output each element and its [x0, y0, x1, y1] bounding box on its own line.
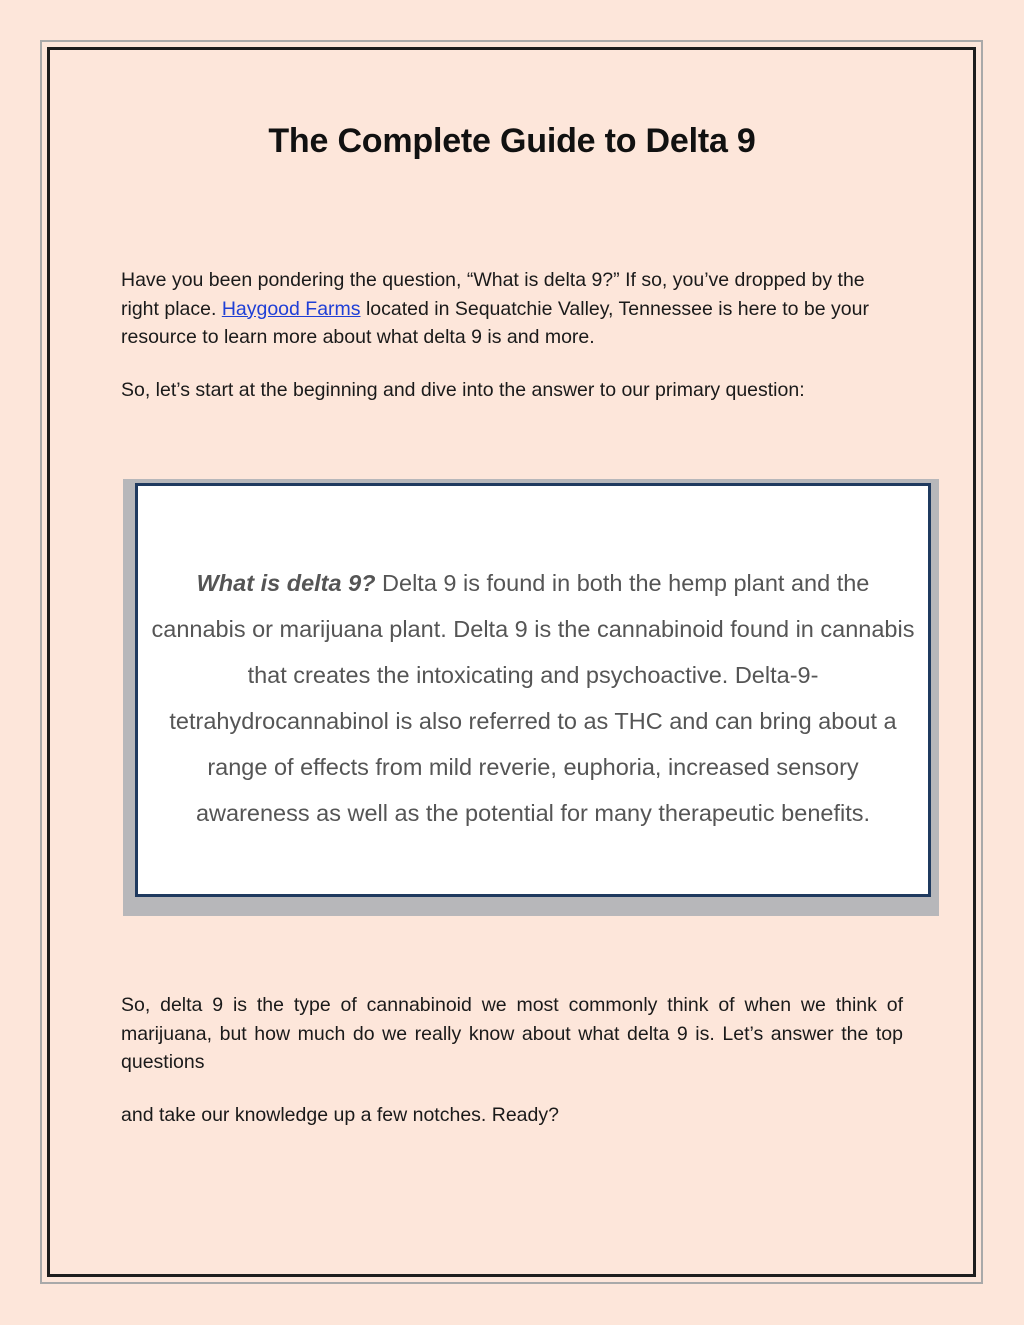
intro-paragraph	[121, 266, 903, 352]
quote-text	[150, 560, 916, 836]
intro-text-start: Have you been pondering the question, “What is delta 9?” If so, you’ve dropped by the right place.	[121, 269, 865, 320]
quote-box	[135, 483, 931, 897]
page-title: The Complete Guide to Delta 9	[268, 122, 756, 160]
intro-text-end: located in Sequatchie Valley, Tennessee is here to be your resource to learn more about what delta 9 is and more.	[121, 297, 869, 348]
quote-lead: What is delta 9?	[196, 570, 376, 596]
quote-body: Delta 9 is found in both the hemp plant and the cannabis or marijuana plant. Delta 9 is the cannabinoid found in cannabis that creates the intoxicating and psychoactive. Delta-9-tetrahydrocannabinol is also referred to as THC and can bring about a range of effects from mild reverie, euphoria, increased sensory awareness as well as the potential for many therapeutic benefits.	[151, 570, 915, 826]
haygood-farms-link[interactable]: Haygood Farms	[221, 297, 361, 320]
closing-paragraph: and take our knowledge up a few notches. Ready?	[121, 1104, 559, 1126]
lead-in-paragraph: So, let’s start at the beginning and dive into the answer to our primary question:	[121, 379, 805, 401]
followup-paragraph: So, delta 9 is the type of cannabinoid we most commonly think of when we think of marijuana, but how much do we really know about what delta 9 is. Let’s answer the top questions	[121, 994, 903, 1073]
quote-image-frame	[123, 479, 939, 916]
